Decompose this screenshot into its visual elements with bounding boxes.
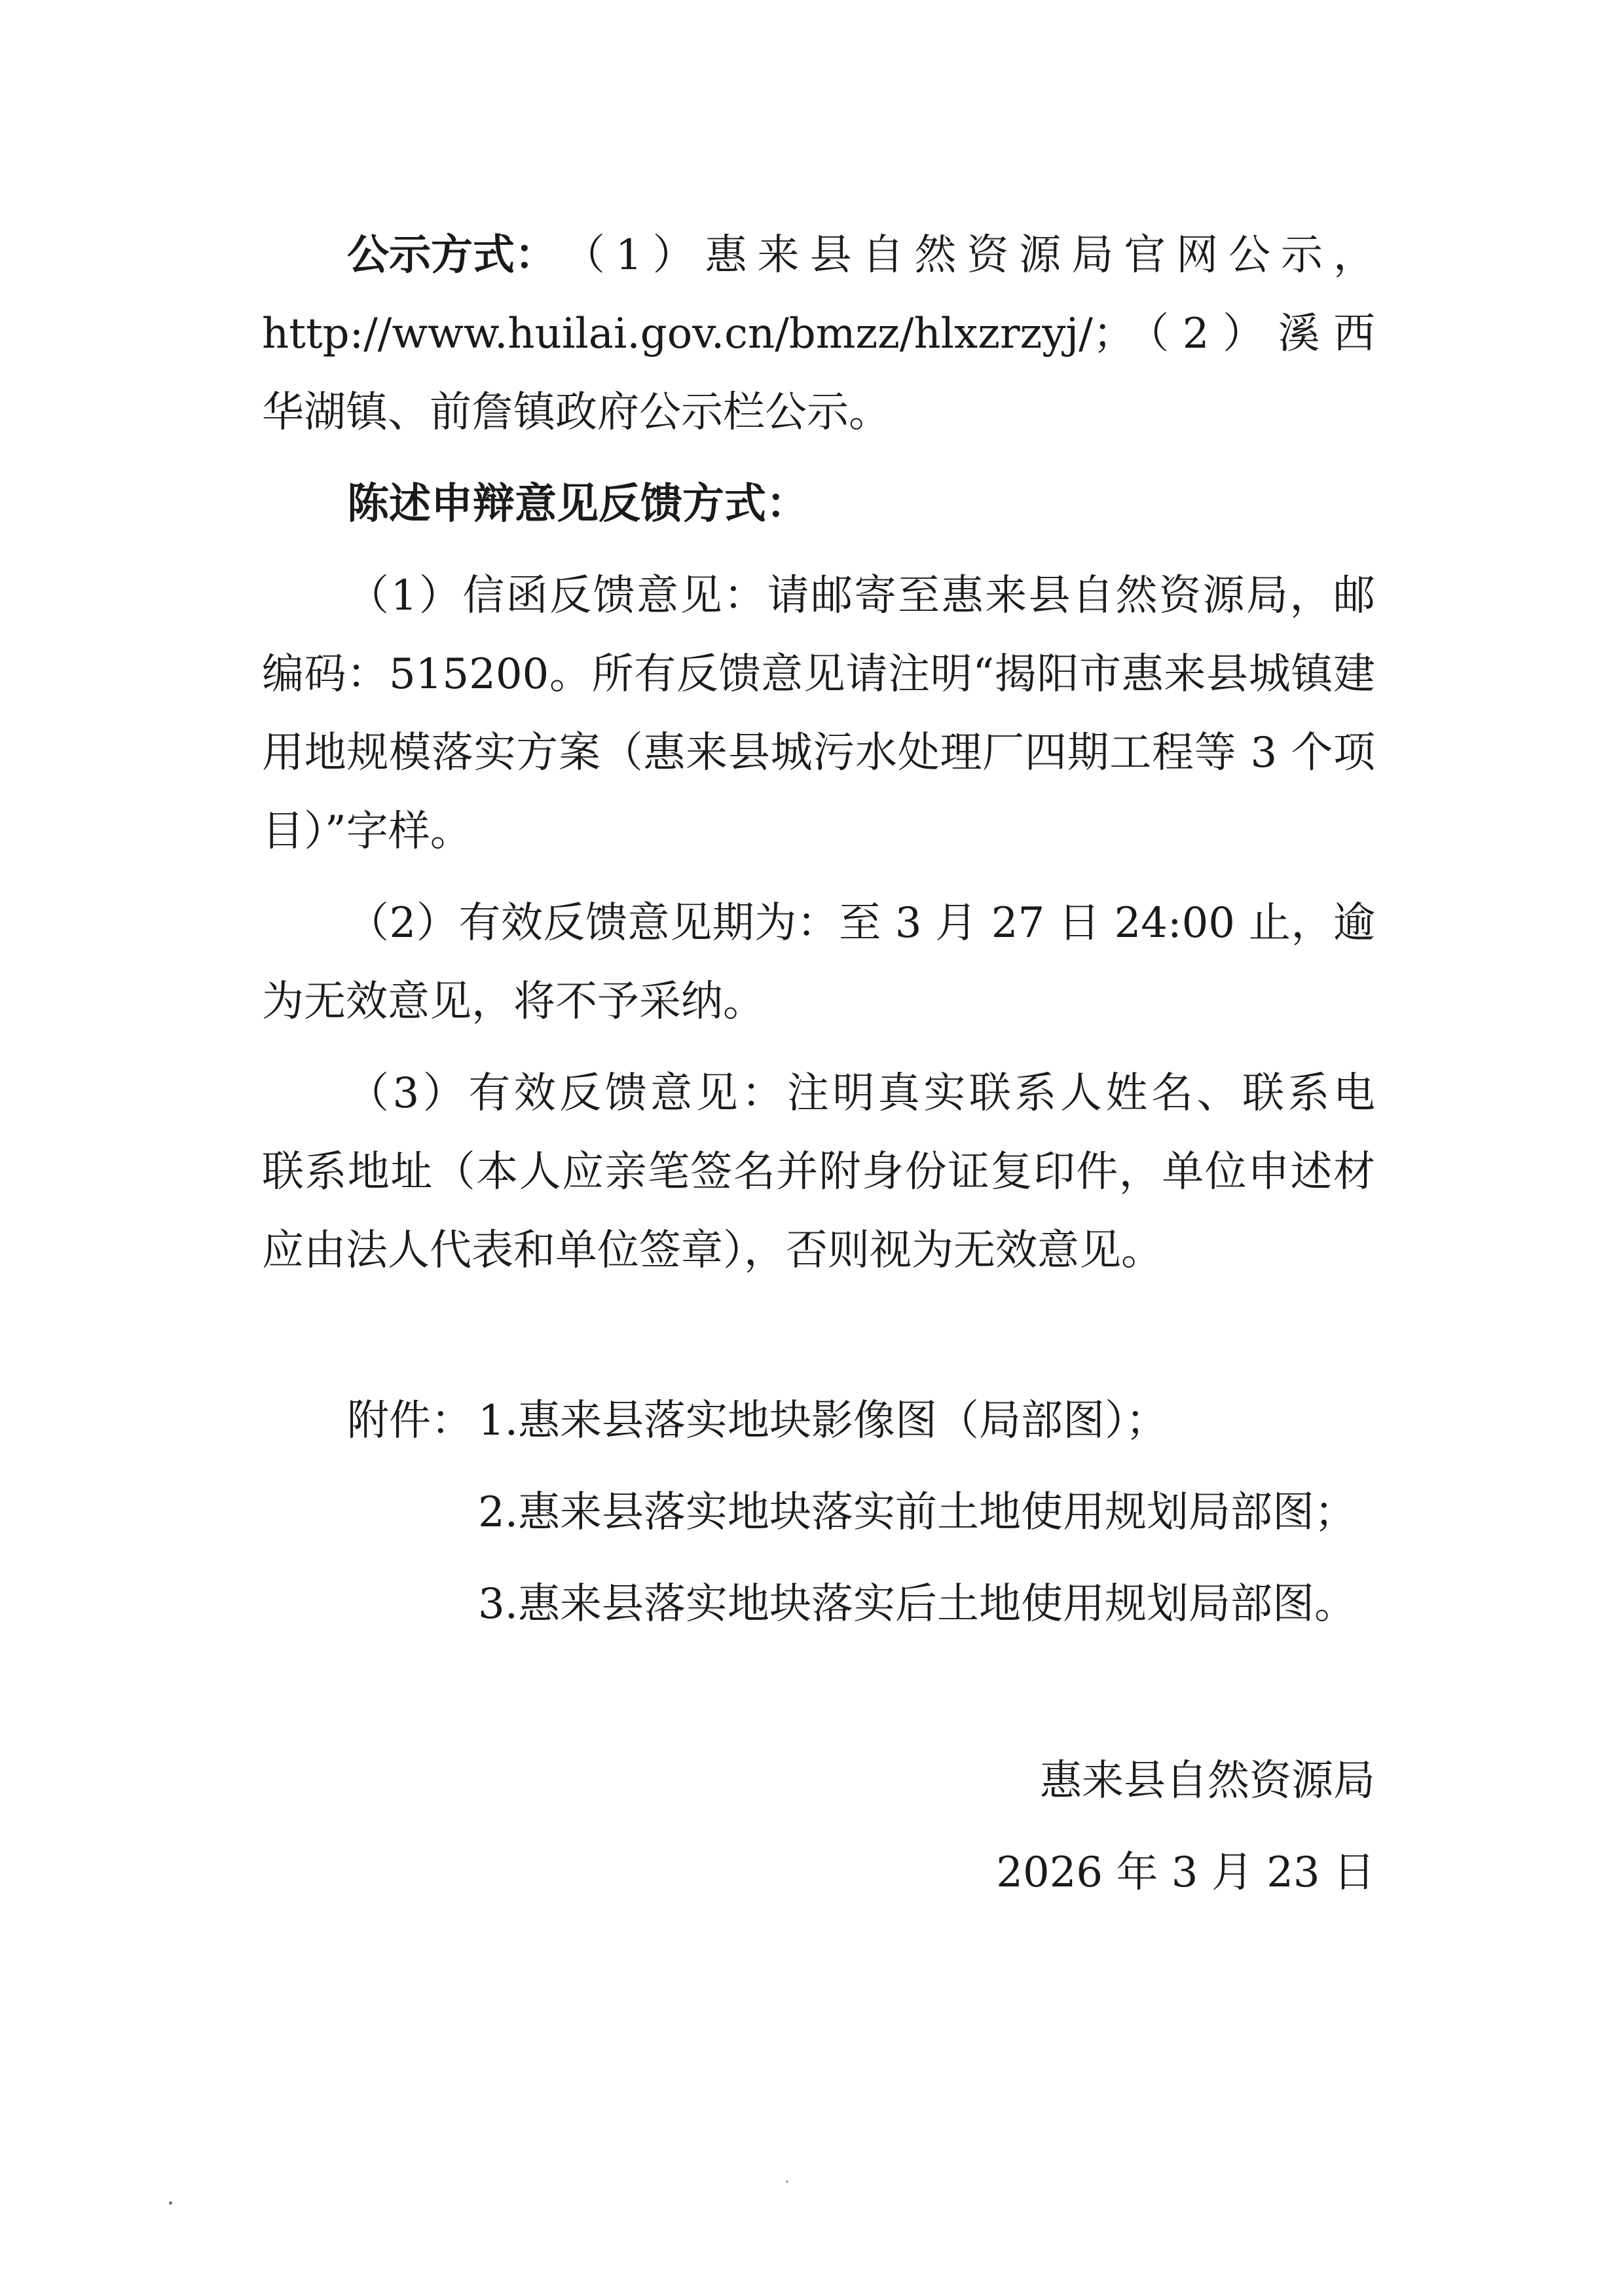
- feedback-item-2-line-1: （2）有效反馈意见期为：至 3 月 27 日 24:00 止，逾: [347, 899, 1375, 947]
- attachment-item-3: 3.惠来县落实地块落实后土地使用规划局部图。: [478, 1580, 1357, 1628]
- feedback-heading: 陈述申辩意见反馈方式：: [347, 479, 808, 528]
- feedback-item-1-line-3: 用地规模落实方案（惠来县城污水处理厂四期工程等 3 个项: [262, 729, 1375, 777]
- feedback-item-1-line-4: 目）”字样。: [262, 807, 472, 856]
- signature-organization: 惠来县自然资源局: [1040, 1757, 1375, 1805]
- feedback-item-1-line-2: 编码：515200。所有反馈意见请注明“揭阳市惠来县城镇建: [262, 650, 1375, 699]
- publicity-label: 公示方式：: [347, 230, 557, 280]
- scan-speck: [786, 2180, 788, 2183]
- scan-speck: [169, 2201, 172, 2205]
- feedback-item-3-line-2: 联系地址（本人应亲笔签名并附身份证复印件，单位申述材: [262, 1148, 1375, 1196]
- attachment-item-2: 2.惠来县落实地块落实前土地使用规划局部图；: [478, 1488, 1357, 1537]
- publicity-line-2: http://www.huilai.gov.cn/bmzz/hlxzrzyj/；（2）溪西: [262, 310, 1375, 358]
- feedback-item-2-line-2: 为无效意见，将不予采纳。: [262, 978, 765, 1026]
- feedback-item-3-line-1: （3）有效反馈意见：注明真实联系人姓名、联系电: [347, 1069, 1375, 1118]
- attachments-label: 附件：: [347, 1397, 473, 1445]
- feedback-item-1-line-1: （1）信函反馈意见：请邮寄至惠来县自然资源局，邮: [347, 572, 1375, 620]
- publicity-line-1: （1）惠来县自然资源局官网公示，: [563, 231, 1375, 280]
- feedback-item-3-line-3: 应由法人代表和单位签章），否则视为无效意见。: [262, 1226, 1163, 1275]
- attachment-item-1: 1.惠来县落实地块影像图（局部图）；: [478, 1397, 1168, 1445]
- publicity-line-3: 华湖镇、前詹镇政府公示栏公示。: [262, 388, 891, 437]
- signature-date: 2026 年 3 月 23 日: [996, 1848, 1375, 1897]
